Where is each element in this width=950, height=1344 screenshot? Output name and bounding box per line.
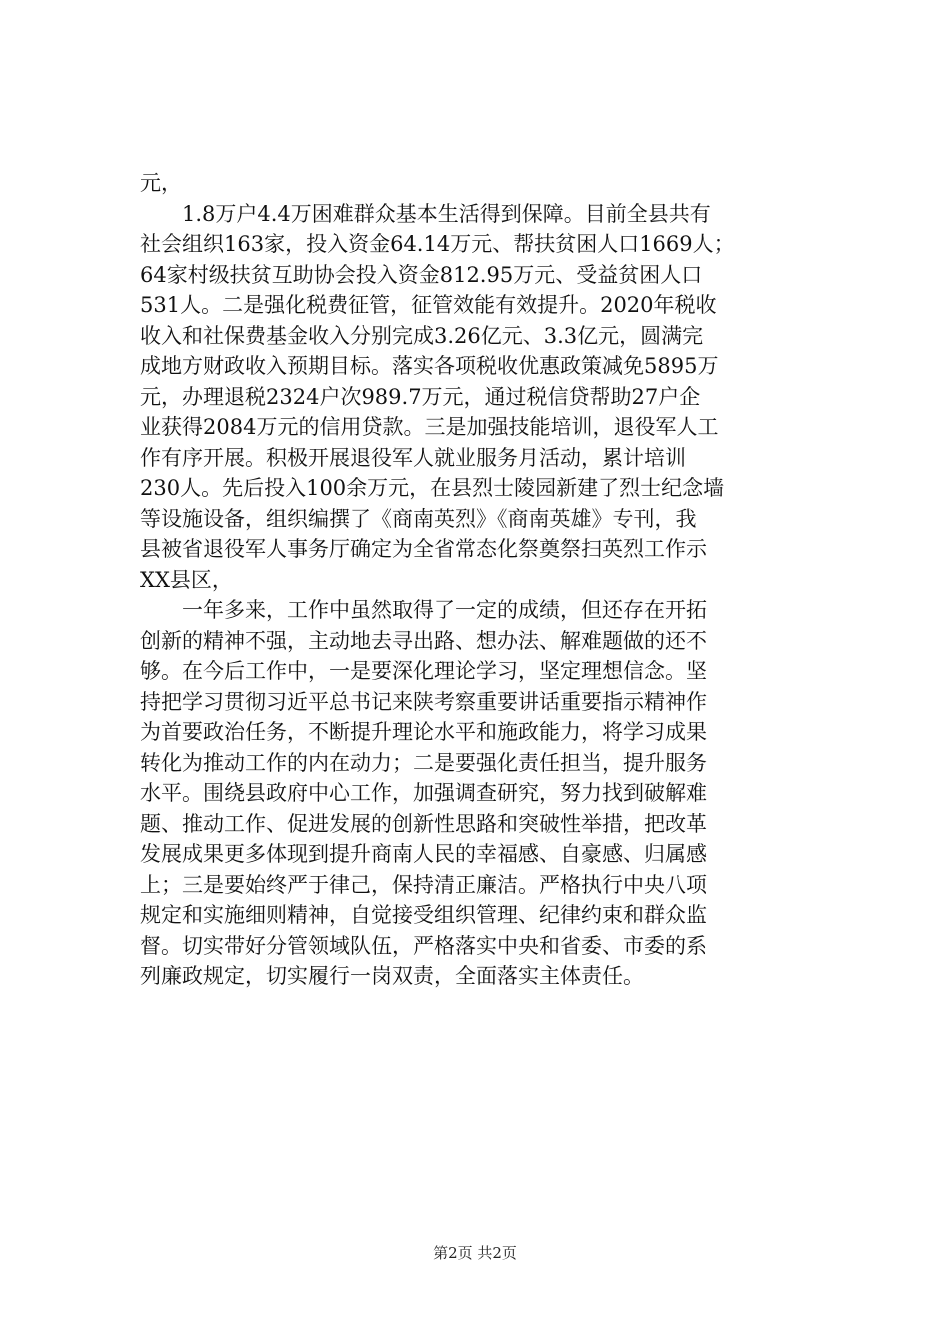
text-line: 持把学习贯彻习近平总书记来陕考察重要讲话重要指示精神作 (140, 689, 707, 714)
text-line: 元， (140, 171, 182, 195)
text-line: 题、推动工作、促进发展的创新性思路和突破性举措，把改革 (140, 811, 707, 836)
text-line: 230人。先后投入100余万元，在县烈士陵园新建了烈士纪念墙 (140, 476, 725, 500)
text-line: 等设施设备，组织编撰了《商南英烈》《商南英雄》专刊，我 (140, 506, 697, 531)
text-line: 社会组织163家，投入资金64.14万元、帮扶贫困人口1669人； (140, 232, 735, 256)
page-number-footer: 第2页 共2页 (433, 1244, 517, 1262)
text-line: 水平。围绕县政府中心工作，加强调查研究，努力找到破解难 (140, 781, 707, 805)
text-line: 发展成果更多体现到提升商南人民的幸福感、自豪感、归属感 (140, 842, 707, 866)
text-line: 64家村级扶贫互助协会投入资金812.95万元、受益贫困人口 (140, 262, 703, 287)
text-line: 元，办理退税2324户次989.7万元，通过税信贷帮助27户企 (140, 384, 701, 409)
text-line: 规定和实施细则精神，自觉接受组织管理、纪律约束和群众监 (140, 903, 707, 927)
text-line: 够。在今后工作中，一是要深化理论学习，坚定理想信念。坚 (140, 659, 707, 683)
text-line: 县被省退役军人事务厅确定为全省常态化祭奠祭扫英烈工作示 (140, 537, 707, 561)
paragraph-first-line: 一年多来，工作中虽然取得了一定的成绩，但还存在开拓 (182, 598, 707, 622)
text-line: 上；三是要始终严于律己，保持清正廉洁。严格执行中央八项 (140, 872, 707, 897)
text-line: 督。切实带好分管领域队伍，严格落实中央和省委、市委的系 (140, 933, 707, 958)
text-line: 收入和社保费基金收入分别完成3.26亿元、3.3亿元，圆满完 (140, 323, 704, 348)
paragraph-first-line: 1.8万户4.4万困难群众基本生活得到保障。目前全县共有 (182, 201, 711, 226)
text-line: 创新的精神不强，主动地去寻出路、想办法、解难题做的还不 (140, 628, 707, 653)
text-line: 为首要政治任务，不断提升理论水平和施政能力，将学习成果 (140, 720, 707, 744)
document-body (140, 168, 812, 992)
text-line: 业获得2084万元的信用贷款。三是加强技能培训，退役军人工 (140, 415, 719, 439)
text-line: 531人。二是强化税费征管，征管效能有效提升。2020年税收 (140, 293, 717, 317)
text-line: 列廉政规定，切实履行一岗双责，全面落实主体责任。 (140, 964, 644, 988)
text-line: 成地方财政收入预期目标。落实各项税收优惠政策减免5895万 (140, 354, 719, 378)
text-line: 作有序开展。积极开展退役军人就业服务月活动，累计培训 (140, 445, 686, 470)
text-line: 转化为推动工作的内在动力；二是要强化责任担当，提升服务 (140, 750, 707, 775)
text-line: XX县区， (140, 567, 233, 592)
